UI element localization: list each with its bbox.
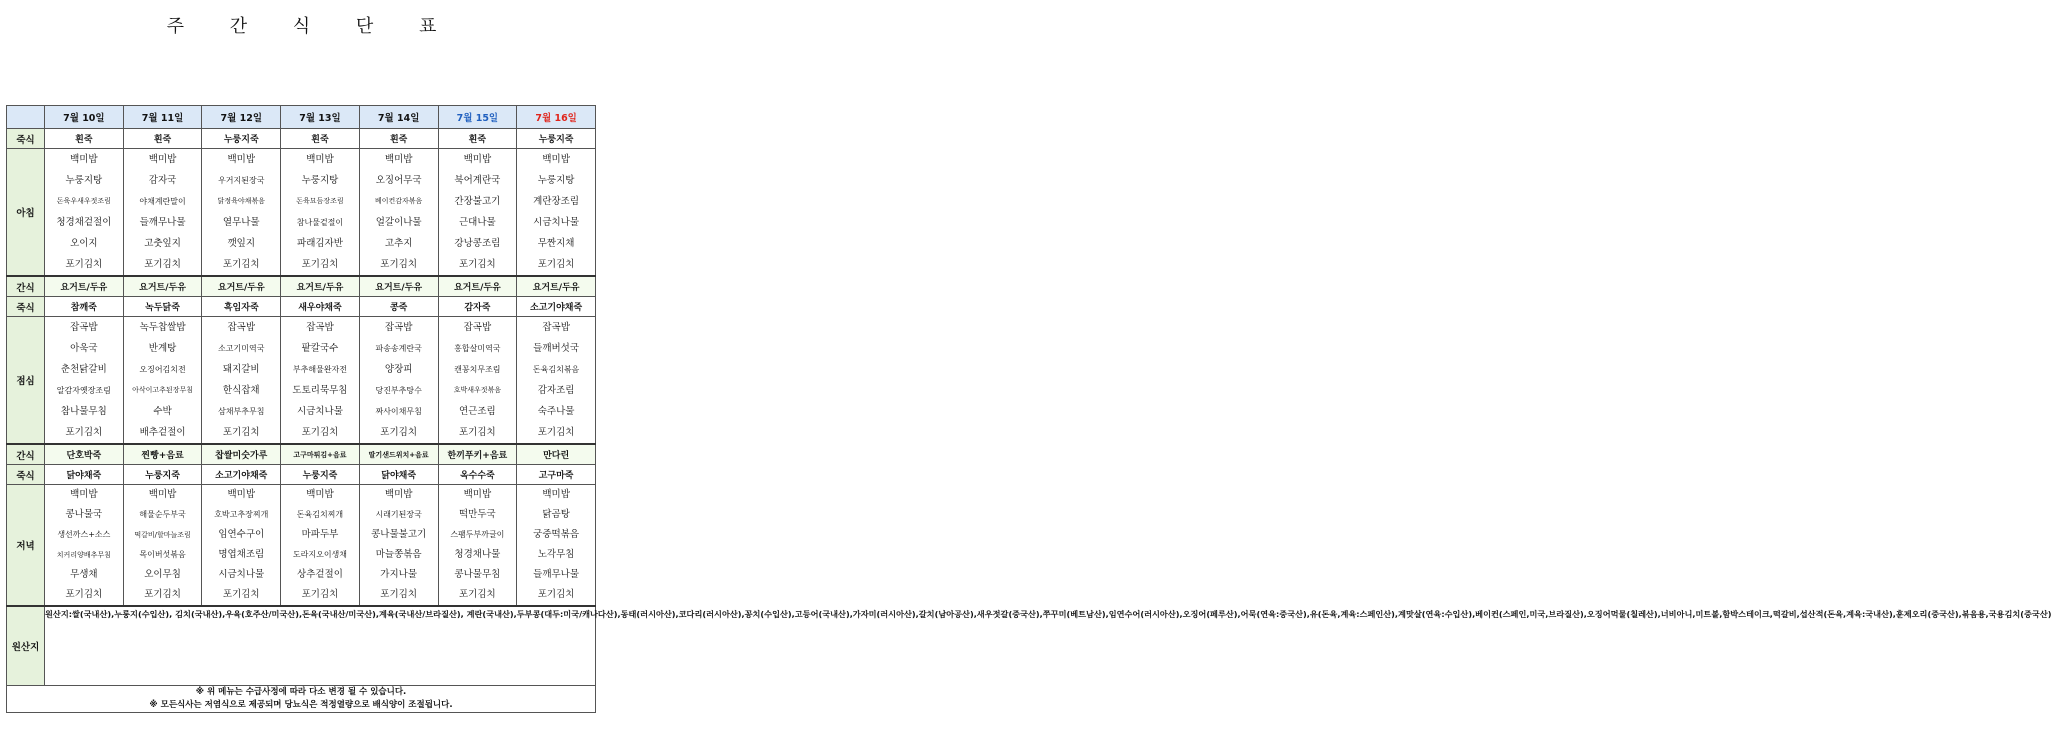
menu-item: 오징어김치전 — [139, 365, 186, 374]
menu-item: 들깨무나물 — [533, 569, 580, 580]
menu-item: 치커리양배추무침 — [56, 551, 111, 559]
snack-cell: 요거트/두유 — [281, 276, 360, 297]
snack-cell: 요거트/두유 — [202, 276, 281, 297]
snack-cell: 요거트/두유 — [438, 276, 517, 297]
dinner-porridge-row — [7, 465, 596, 485]
menu-item: 얼갈이나물 — [375, 217, 422, 228]
menu-item: 백미밥 — [227, 154, 256, 165]
menu-item: 떡갈비/할마늘조림 — [134, 531, 191, 539]
lunch-row — [7, 317, 596, 445]
meal-cell — [202, 485, 281, 607]
menu-item: 백미밥 — [306, 489, 334, 500]
snack-cell: 요거트/두유 — [123, 276, 202, 297]
menu-item: 무생채 — [70, 569, 98, 580]
menu-item: 백미밥 — [384, 489, 413, 500]
meal-cell — [359, 317, 438, 445]
menu-item: 무짠지채 — [537, 238, 575, 249]
menu-item: 시래기된장국 — [375, 510, 422, 519]
porridge-cell: 닭야채죽 — [45, 465, 124, 485]
menu-item: 궁중떡볶음 — [533, 529, 580, 540]
menu-item: 알감자옛장조림 — [56, 386, 111, 395]
row-label: 간식 — [7, 444, 45, 465]
weekly-menu-table — [6, 105, 2051, 713]
menu-item: 홍합살미역국 — [454, 344, 501, 353]
menu-item: 춘천닭갈비 — [60, 364, 107, 375]
menu-item: 들깨버섯국 — [533, 343, 580, 354]
menu-item: 부추해물완자전 — [292, 365, 348, 374]
meal-cell — [123, 317, 202, 445]
porridge-cell: 콩죽 — [359, 297, 438, 317]
meal-cell — [438, 485, 517, 607]
menu-item: 돈육우새우젓조림 — [56, 197, 111, 205]
origin-row — [7, 606, 596, 686]
meal-cell — [45, 149, 124, 277]
notes-cell — [7, 686, 596, 713]
menu-item: 잡곡밥 — [70, 322, 98, 333]
row-label: 간식 — [7, 276, 45, 297]
meal-cell — [202, 317, 281, 445]
menu-item: 아욱국 — [70, 343, 98, 354]
meal-cell — [45, 317, 124, 445]
menu-item: 계란장조림 — [533, 196, 580, 207]
breakfast-row — [7, 149, 596, 277]
notes-row — [7, 686, 596, 713]
porridge-cell: 참깨죽 — [45, 297, 124, 317]
menu-item: 오이지 — [70, 238, 98, 249]
porridge-cell: 감자죽 — [438, 297, 517, 317]
meal-cell — [438, 317, 517, 445]
porridge-cell: 흰죽 — [438, 129, 517, 149]
menu-item: 간장불고기 — [454, 196, 501, 207]
menu-item: 잡곡밥 — [542, 322, 570, 333]
menu-item: 들깨무나물 — [139, 217, 186, 228]
porridge-cell: 누룽지죽 — [281, 465, 360, 485]
menu-item: 마파두부 — [301, 529, 339, 540]
menu-item: 시금치나물 — [533, 217, 580, 228]
porridge-cell: 고구마죽 — [517, 465, 596, 485]
menu-item: 백미밥 — [542, 154, 570, 165]
menu-item: 포기김치 — [144, 589, 181, 600]
menu-item: 백미밥 — [70, 154, 98, 165]
menu-item: 포기김치 — [65, 589, 103, 600]
porridge-cell: 흰죽 — [45, 129, 124, 149]
menu-item: 양장피 — [384, 364, 413, 375]
snack1-row — [7, 276, 596, 297]
menu-item: 닭정육야채볶음 — [217, 197, 265, 205]
meal-cell — [517, 149, 596, 277]
menu-item: 마늘쫑볶음 — [375, 549, 422, 560]
menu-item: 잡곡밥 — [384, 322, 413, 333]
row-label: 점심 — [7, 317, 45, 445]
menu-item: 포기김치 — [537, 589, 575, 600]
menu-item: 명엽채조림 — [218, 549, 265, 560]
menu-item: 고추지 — [384, 238, 413, 249]
menu-item: 콩나물국 — [65, 509, 103, 520]
menu-item: 당진부추탕수 — [375, 386, 422, 395]
menu-item: 해물순두부국 — [139, 510, 186, 519]
lunch-porridge-row — [7, 297, 596, 317]
snack2-row — [7, 444, 596, 465]
menu-item: 포기김치 — [459, 427, 496, 438]
menu-item: 고춧잎지 — [144, 238, 181, 249]
menu-item: 녹두찹쌀밥 — [139, 322, 186, 333]
menu-item: 포기김치 — [301, 259, 339, 270]
meal-cell — [438, 149, 517, 277]
menu-item: 포기김치 — [222, 427, 260, 438]
row-label: 아침 — [7, 149, 45, 277]
menu-item: 깻잎지 — [227, 238, 256, 249]
menu-item: 스팸두부까글이 — [450, 530, 505, 539]
day-header-sat: 7월 15일 — [438, 106, 517, 129]
menu-item: 근대나물 — [459, 217, 496, 228]
menu-item: 호박새우젓볶음 — [453, 386, 502, 394]
menu-item: 포기김치 — [301, 589, 339, 600]
day-header-fri: 7월 14일 — [359, 106, 438, 129]
menu-item: 시금치나물 — [218, 569, 265, 580]
menu-item: 소고기미역국 — [218, 344, 265, 353]
menu-item: 반계탕 — [148, 343, 177, 354]
row-label: 원산지 — [7, 606, 45, 686]
porridge-cell: 누룽지죽 — [517, 129, 596, 149]
menu-item: 백미밥 — [463, 154, 492, 165]
menu-item: 베이컨감자볶음 — [374, 197, 423, 205]
row-label: 죽식 — [7, 297, 45, 317]
meal-cell — [202, 149, 281, 277]
menu-item: 야채계란말이 — [139, 197, 186, 206]
snack-cell: 한끼푸키+음료 — [438, 444, 517, 465]
menu-item: 백미밥 — [148, 489, 177, 500]
menu-item: 감자조림 — [537, 385, 575, 396]
menu-item: 호박고추장찌개 — [214, 510, 269, 519]
menu-item: 오이무침 — [144, 569, 181, 580]
menu-item: 돈육김치볶음 — [532, 365, 580, 374]
porridge-cell: 흰죽 — [359, 129, 438, 149]
menu-item: 연근조림 — [459, 406, 496, 417]
meal-cell — [281, 149, 360, 277]
porridge-cell: 소고기야채죽 — [517, 297, 596, 317]
menu-item: 수박 — [153, 406, 172, 417]
menu-item: 누룽지탕 — [537, 175, 575, 186]
row-label: 죽식 — [7, 465, 45, 485]
menu-item: 누룽지탕 — [65, 175, 103, 186]
menu-item: 누룽지탕 — [301, 175, 339, 186]
menu-item: 파송송계란국 — [375, 344, 422, 353]
menu-item: 콩나물무침 — [454, 569, 501, 580]
menu-item: 가지나물 — [380, 569, 418, 580]
morning-porridge-row — [7, 129, 596, 149]
menu-item: 임연수구이 — [218, 529, 265, 540]
menu-item: 돈육김치찌개 — [296, 510, 344, 519]
menu-item: 포기김치 — [380, 427, 418, 438]
meal-cell — [123, 485, 202, 607]
snack-cell: 찹쌀미숫가루 — [202, 444, 281, 465]
snack-cell: 요거트/두유 — [45, 276, 124, 297]
menu-item: 시금치나물 — [297, 406, 343, 417]
menu-item: 열무나물 — [222, 217, 260, 228]
porridge-cell: 새우야채죽 — [281, 297, 360, 317]
snack-cell: 요거트/두유 — [517, 276, 596, 297]
meal-cell — [359, 485, 438, 607]
note-line: ※ 모든식사는 저염식으로 제공되며 당뇨식은 적정열량으로 배식양이 조절됩니다. — [149, 700, 453, 710]
day-header-thu: 7월 13일 — [281, 106, 360, 129]
menu-item: 청경채나물 — [454, 549, 501, 560]
porridge-cell: 누룽지죽 — [202, 129, 281, 149]
menu-item: 숙주나물 — [537, 406, 575, 417]
porridge-cell: 흰죽 — [281, 129, 360, 149]
row-label: 저녁 — [7, 485, 45, 607]
menu-item: 잡곡밥 — [463, 322, 492, 333]
menu-item: 포기김치 — [459, 259, 496, 270]
day-header-tue: 7월 11일 — [123, 106, 202, 129]
menu-item: 도토리묵무침 — [292, 385, 348, 396]
menu-item: 포기김치 — [301, 427, 339, 438]
menu-item: 백미밥 — [463, 489, 492, 500]
porridge-cell: 소고기야채죽 — [202, 465, 281, 485]
menu-item: 캔꽁치무조림 — [454, 365, 501, 374]
menu-item: 파래김자반 — [297, 238, 343, 249]
menu-item: 백미밥 — [148, 154, 177, 165]
menu-item: 잡곡밥 — [227, 322, 256, 333]
menu-item: 닭곰탕 — [542, 509, 570, 520]
menu-item: 포기김치 — [459, 589, 496, 600]
menu-item: 한식잡채 — [222, 385, 260, 396]
porridge-cell: 옥수수죽 — [438, 465, 517, 485]
menu-item: 감자국 — [148, 175, 177, 186]
menu-item: 콩나물불고기 — [371, 529, 427, 540]
snack-cell: 단호박죽 — [45, 444, 124, 465]
porridge-cell: 누룽지죽 — [123, 465, 202, 485]
porridge-cell: 닭야채죽 — [359, 465, 438, 485]
menu-item: 백미밥 — [227, 489, 256, 500]
menu-item: 짜사이채무침 — [375, 407, 422, 416]
porridge-cell: 흰죽 — [123, 129, 202, 149]
day-header-wed: 7월 12일 — [202, 106, 281, 129]
menu-item: 참나물겉절이 — [296, 218, 344, 227]
menu-item: 노각무침 — [537, 549, 575, 560]
menu-item: 우거지된장국 — [218, 176, 265, 185]
menu-item: 포기김치 — [537, 259, 575, 270]
meal-cell — [517, 317, 596, 445]
menu-item: 돼지갈비 — [222, 364, 260, 375]
menu-item: 배추겉절이 — [139, 427, 186, 438]
snack-cell: 고구마튀김+음료 — [281, 444, 360, 465]
menu-item: 아삭이고추된장무침 — [132, 386, 193, 394]
meal-cell — [517, 485, 596, 607]
menu-item: 삼채부추무침 — [218, 407, 265, 416]
menu-item: 생선까스+소스 — [57, 530, 111, 539]
meal-cell — [281, 317, 360, 445]
snack-cell: 딸기샌드위치+음료 — [359, 444, 438, 465]
page-title: 주 간 식 단 표 — [166, 16, 457, 37]
row-label: 죽식 — [7, 129, 45, 149]
meal-cell — [45, 485, 124, 607]
menu-item: 백미밥 — [542, 489, 570, 500]
menu-item: 백미밥 — [70, 489, 98, 500]
porridge-cell: 녹두닭죽 — [123, 297, 202, 317]
menu-item: 포기김치 — [222, 589, 260, 600]
menu-item: 돈육묘듬장조림 — [296, 197, 344, 205]
menu-item: 포기김치 — [144, 259, 181, 270]
meal-cell — [123, 149, 202, 277]
snack-cell: 만다린 — [517, 444, 596, 465]
dinner-row — [7, 485, 596, 607]
meal-cell — [359, 149, 438, 277]
note-line: ※ 위 메뉴는 수급사정에 따라 다소 변경 될 수 있습니다. — [195, 687, 407, 697]
day-header-sun: 7월 16일 — [517, 106, 596, 129]
menu-item: 포기김치 — [65, 427, 103, 438]
origin-text: 원산지:쌀(국내산),누룽지(수입산), 김치(국내산),우육(호주산/미국산),돈육(국내산/미국산),계육(국내산/브라질산), 계란(국내산),두부콩(대두:미국/캐나다산),동태(러시아산),코다리(러시아산),꽁치(수입산),고등어(국내산),가자미(러시아산),갈치(남아공산),새우젓갈(중국산),쭈꾸미(베트남산),임연수어(러시아산),오징어(페루산),어묵(연육:중국산),유(돈육,계육:스페인산),계맛살(연육:수입산),베이컨(스페인,미국,브라질산),오징어먹물(칠레산),너비아니,미트볼,함박스테이크,떡갈비,섭산적(돈육,계육:국내산),훈제오리(중국산),볶음용,국용김치(중국산) — [45, 606, 596, 686]
menu-item: 도라지오이생채 — [292, 550, 348, 559]
menu-item: 포기김치 — [65, 259, 103, 270]
porridge-cell: 흑임자죽 — [202, 297, 281, 317]
menu-item: 북어계란국 — [454, 175, 501, 186]
menu-item: 강낭콩조림 — [454, 238, 501, 249]
snack-cell: 찐빵+음료 — [123, 444, 202, 465]
menu-item: 포기김치 — [222, 259, 260, 270]
menu-item: 백미밥 — [306, 154, 334, 165]
menu-item: 오징어무국 — [375, 175, 422, 186]
menu-item: 팥칼국수 — [301, 343, 339, 354]
menu-item: 참나물무침 — [60, 406, 107, 417]
menu-item: 목이버섯볶음 — [139, 550, 186, 559]
snack-cell: 요거트/두유 — [359, 276, 438, 297]
menu-item: 청경채겉절이 — [56, 217, 112, 228]
meal-cell — [281, 485, 360, 607]
corner-cell — [7, 106, 45, 129]
menu-item: 잡곡밥 — [306, 322, 334, 333]
menu-item: 포기김치 — [380, 589, 418, 600]
day-header-mon: 7월 10일 — [45, 106, 124, 129]
menu-item: 백미밥 — [384, 154, 413, 165]
menu-item: 포기김치 — [380, 259, 418, 270]
menu-item: 포기김치 — [537, 427, 575, 438]
menu-item: 상추겉절이 — [297, 569, 343, 580]
menu-item: 떡만두국 — [459, 509, 496, 520]
